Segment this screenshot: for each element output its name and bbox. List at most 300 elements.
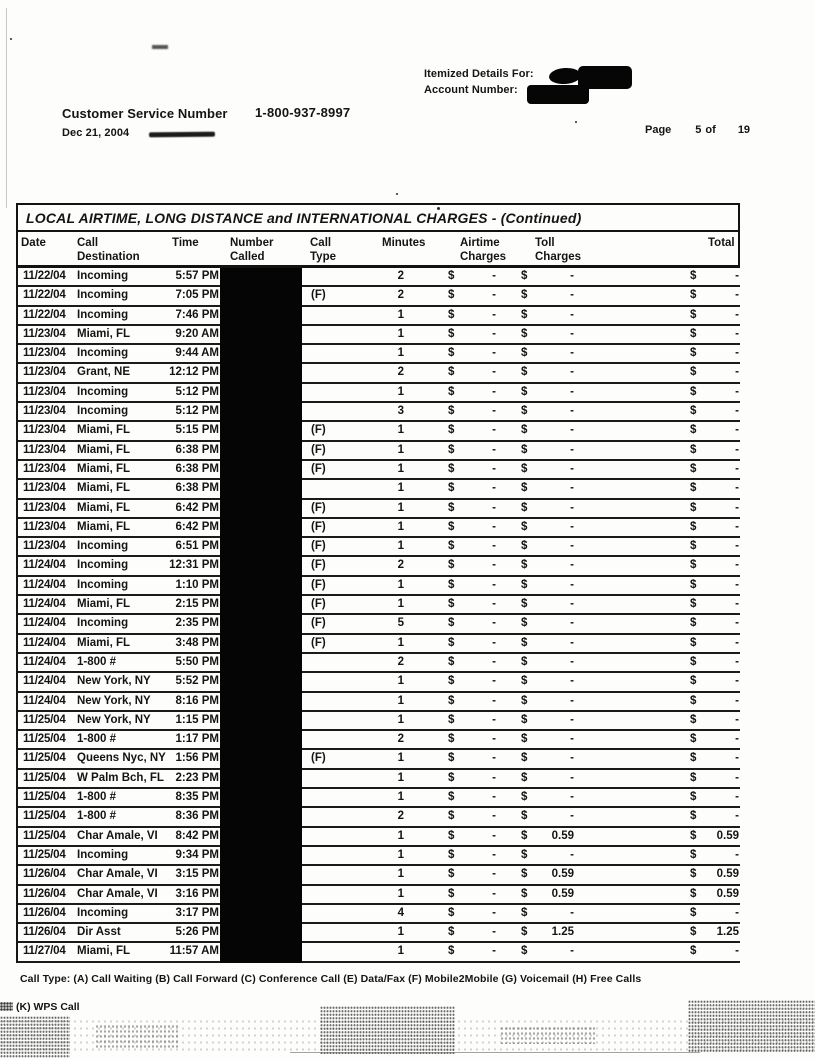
cell-minutes: 2 [397,733,404,746]
cell-time: 5:57 PM [175,270,219,282]
dollar-sign: $ [690,771,697,784]
cell-airtime-charges: $ - [406,731,502,748]
cell-spacer [580,770,684,787]
dollar-sign: $ [448,405,455,418]
call-row [18,557,740,576]
cell-time: 6:51 PM [175,540,219,553]
dollar-sign: $ [690,617,697,630]
cell-minutes: 4 [397,906,404,919]
table-title [16,203,740,232]
cell-total: $ - [684,326,742,343]
cell-airtime-charges: $ - [406,596,502,613]
cell-spacer [580,403,684,420]
dollar-sign: $ [690,713,697,726]
dollar-sign: $ [690,424,697,437]
call-row [18,345,740,364]
dollar-sign: $ [448,482,455,495]
cell-call-type [304,384,362,401]
cell-date: 11/23/04 [23,443,66,456]
cell-minutes: 1 [397,694,404,707]
cell-minutes: 1 [397,829,404,842]
dollar-sign: $ [448,598,455,611]
cell-time: 6:38 PM [175,482,219,495]
cell-total: $ - [684,596,742,613]
cell-spacer [580,808,684,825]
cell-destination: Char Amale, VI [77,829,158,842]
cell-date: 11/25/04 [23,713,66,726]
cell-toll-charges: $ - [502,577,580,594]
cell-destination: Queens Nyc, NY [77,752,166,765]
dollar-sign: $ [521,791,528,804]
dollar-sign: $ [521,655,528,668]
call-row [18,500,740,519]
cell-airtime-charges: $ - [406,422,502,439]
customer-service-label: Customer Service Number [62,106,228,121]
dollar-sign: $ [690,520,697,533]
dollar-sign: $ [690,270,697,282]
cell-toll-charges: $ - [502,403,580,420]
cell-airtime-charges: $ - [406,442,502,459]
cell-total: $ - [684,364,742,381]
dollar-sign: $ [690,906,697,919]
cell-toll-charges: $ - [502,635,580,652]
dollar-sign: $ [521,308,528,321]
dollar-sign: $ [521,617,528,630]
dollar-sign: $ [448,733,455,746]
cell-call-type: (F) [311,289,326,302]
call-row [18,364,740,383]
call-row [18,712,740,731]
cell-minutes: 1 [397,327,404,340]
cell-minutes: 1 [397,752,404,765]
cell-toll-charges: $ - [502,422,580,439]
dollar-sign: $ [690,868,697,881]
cell-airtime-charges: $ - [406,577,502,594]
cell-spacer [580,442,684,459]
dollar-sign: $ [448,617,455,630]
cell-total: $ - [684,693,742,710]
cell-time: 6:42 PM [175,501,219,514]
wps-call-legend: (K) WPS Call [16,1001,80,1013]
scan-line-artifact [290,1052,700,1053]
cell-time: 3:16 PM [175,887,219,900]
cell-date: 11/23/04 [23,501,66,514]
cell-time: 8:36 PM [175,810,219,823]
dollar-sign: $ [690,926,697,939]
cell-airtime-charges: $ - [406,828,502,845]
cell-date: 11/23/04 [23,327,66,340]
cell-destination: 1-800 # [77,655,117,668]
dollar-sign: $ [521,906,528,919]
cell-destination: Incoming [77,540,129,553]
cell-total: $ - [684,731,742,748]
call-row [18,673,740,692]
dollar-sign: $ [448,559,455,572]
cell-call-type [304,924,362,941]
call-row [18,635,740,654]
dollar-sign: $ [448,520,455,533]
cell-call-type: (F) [311,443,326,456]
cell-spacer [580,500,684,517]
cell-minutes: 2 [397,559,404,572]
cell-minutes: 1 [397,462,404,475]
dollar-sign: $ [521,887,528,900]
cell-toll-charges: $ - [502,712,580,729]
cell-time: 9:20 AM [175,327,219,340]
cell-spacer [580,364,684,381]
cell-spacer [580,268,684,285]
cell-time: 8:42 PM [175,829,219,842]
cell-minutes: 1 [397,482,404,495]
cell-time: 12:12 PM [169,366,219,379]
call-row [18,789,740,808]
dollar-sign: $ [690,482,697,495]
dollar-sign: $ [448,289,455,302]
cell-date: 11/25/04 [23,771,66,784]
cell-time: 2:15 PM [175,598,219,611]
dollar-sign: $ [690,752,697,765]
cell-call-type [304,712,362,729]
cell-destination: New York, NY [77,694,151,707]
dollar-sign: $ [448,655,455,668]
cell-date: 11/23/04 [23,405,66,418]
cell-date: 11/23/04 [23,462,66,475]
cell-total: $ - [684,500,742,517]
cell-call-type [304,326,362,343]
dollar-sign: $ [448,887,455,900]
dollar-sign: $ [448,578,455,591]
cell-date: 11/27/04 [23,945,66,958]
cell-spacer [580,596,684,613]
cell-airtime-charges: $ - [406,808,502,825]
call-row [18,403,740,422]
cell-call-type [304,828,362,845]
call-row [18,847,740,866]
cell-time: 11:57 AM [169,945,219,958]
dollar-sign: $ [690,462,697,475]
page-of-label: of [705,124,716,136]
cell-minutes: 2 [397,655,404,668]
cell-total: $ - [684,750,742,767]
call-type-legend: Call Type: (A) Call Waiting (B) Call Forward (C) Conference Call (E) Data/Fax (F) Mobile2Mobile (G) Voicemail (H) Free Calls [20,973,642,985]
call-row [18,886,740,905]
cell-minutes: 1 [397,501,404,514]
cell-destination: New York, NY [77,713,151,726]
cell-date: 11/25/04 [23,848,66,861]
cell-minutes: 1 [397,636,404,649]
col-header-toll-charges: Toll Charges [535,237,582,263]
scan-smudge [0,1002,13,1011]
cell-time: 1:15 PM [175,713,219,726]
cell-minutes: 5 [397,617,404,630]
dollar-sign: $ [521,270,528,282]
dollar-sign: $ [690,405,697,418]
cell-time: 3:17 PM [175,906,219,919]
call-row [18,307,740,326]
cell-date: 11/24/04 [23,655,66,668]
page-total: 19 [737,124,751,136]
call-row [18,924,740,943]
cell-minutes: 1 [397,887,404,900]
dollar-sign: $ [521,424,528,437]
cell-date: 11/22/04 [23,289,66,302]
cell-spacer [580,307,684,324]
scan-speck [10,38,12,40]
call-row [18,480,740,499]
cell-minutes: 1 [397,347,404,360]
cell-toll-charges: $ - [502,364,580,381]
cell-call-type [304,789,362,806]
call-row [18,770,740,789]
cell-total: $ - [684,770,742,787]
cell-toll-charges: $ - [502,287,580,304]
cell-spacer [580,673,684,690]
dollar-sign: $ [521,733,528,746]
dollar-sign: $ [521,810,528,823]
dollar-sign: $ [448,791,455,804]
cell-destination: Incoming [77,559,129,572]
itemized-details-label: Itemized Details For: [424,68,534,80]
cell-call-type [304,886,362,903]
call-row [18,268,740,287]
dollar-sign: $ [521,771,528,784]
dollar-sign: $ [448,636,455,649]
cell-time: 5:26 PM [175,926,219,939]
cell-destination: Incoming [77,289,129,302]
cell-time: 8:35 PM [175,791,219,804]
cell-call-type [304,268,362,285]
cell-spacer [580,731,684,748]
cell-destination: Incoming [77,347,129,360]
call-row [18,461,740,480]
dollar-sign: $ [690,308,697,321]
cell-minutes: 1 [397,443,404,456]
cell-airtime-charges: $ - [406,519,502,536]
dollar-sign: $ [521,443,528,456]
col-header-call-type: Call Type [310,237,336,263]
cell-time: 6:38 PM [175,462,219,475]
cell-destination: Incoming [77,848,129,861]
col-header-total: Total [708,237,735,249]
cell-total: $ - [684,403,742,420]
cell-toll-charges: $ 0.59 [502,866,580,883]
cell-date: 11/25/04 [23,829,66,842]
cell-total: $ - [684,268,742,285]
dollar-sign: $ [690,559,697,572]
cell-date: 11/26/04 [23,887,66,900]
cell-total: $ - [684,789,742,806]
call-row [18,828,740,847]
cell-total: $ - [684,905,742,922]
cell-call-type: (F) [311,501,326,514]
cell-total: $ - [684,307,742,324]
scan-noise-cluster [500,1026,595,1044]
cell-minutes: 1 [397,945,404,958]
cell-date: 11/24/04 [23,578,66,591]
dollar-sign: $ [521,578,528,591]
cell-spacer [580,480,684,497]
cell-date: 11/24/04 [23,675,66,688]
cell-spacer [580,635,684,652]
cell-total: $ - [684,712,742,729]
col-header-airtime-charges: Airtime Charges [460,237,507,263]
scan-smudge [152,45,168,49]
col-header-date: Date [21,237,46,249]
call-row [18,442,740,461]
dollar-sign: $ [521,636,528,649]
cell-minutes: 3 [397,405,404,418]
dollar-sign: $ [521,868,528,881]
cell-toll-charges: $ - [502,538,580,555]
cell-destination: Incoming [77,270,129,282]
cell-time: 12:31 PM [169,559,219,572]
cell-destination: Miami, FL [77,598,131,611]
cell-call-type [304,847,362,864]
cell-toll-charges: $ - [502,596,580,613]
cell-date: 11/26/04 [23,868,66,881]
scan-noise-cluster [95,1024,180,1050]
call-row [18,905,740,924]
cell-date: 11/23/04 [23,385,66,398]
dollar-sign: $ [448,868,455,881]
dollar-sign: $ [690,733,697,746]
cell-destination: 1-800 # [77,810,117,823]
call-row [18,422,740,441]
cell-airtime-charges: $ - [406,403,502,420]
cell-spacer [580,905,684,922]
cell-destination: Miami, FL [77,482,131,495]
scan-edge-artifact [6,8,7,208]
dollar-sign: $ [448,347,455,360]
cell-spacer [580,422,684,439]
cell-date: 11/24/04 [23,617,66,630]
cell-spacer [580,384,684,401]
table-title-text: LOCAL AIRTIME, LONG DISTANCE and INTERNATIONAL CHARGES - (Continued) [26,209,582,226]
cell-call-type [304,770,362,787]
cell-total: $ - [684,673,742,690]
cell-call-type [304,364,362,381]
cell-destination: Miami, FL [77,462,131,475]
cell-airtime-charges: $ - [406,866,502,883]
cell-minutes: 1 [397,520,404,533]
cell-destination: Incoming [77,578,129,591]
cell-call-type [304,403,362,420]
cell-toll-charges: $ - [502,943,580,960]
cell-airtime-charges: $ - [406,287,502,304]
cell-spacer [580,750,684,767]
cell-toll-charges: $ - [502,345,580,362]
cell-airtime-charges: $ - [406,673,502,690]
cell-call-type: (F) [311,462,326,475]
dollar-sign: $ [521,848,528,861]
cell-toll-charges: $ - [502,326,580,343]
cell-minutes: 1 [397,308,404,321]
cell-time: 5:15 PM [175,424,219,437]
dollar-sign: $ [690,443,697,456]
cell-airtime-charges: $ - [406,557,502,574]
dollar-sign: $ [521,752,528,765]
page-label: Page [645,124,672,136]
cell-minutes: 1 [397,713,404,726]
cell-total: $ - [684,480,742,497]
cell-spacer [580,577,684,594]
cell-toll-charges: $ - [502,905,580,922]
cell-minutes: 2 [397,270,404,282]
cell-destination: Miami, FL [77,520,131,533]
dollar-sign: $ [448,540,455,553]
dollar-sign: $ [521,462,528,475]
cell-total: $ - [684,538,742,555]
cell-spacer [580,538,684,555]
cell-date: 11/25/04 [23,810,66,823]
cell-date: 11/25/04 [23,791,66,804]
cell-toll-charges: $ - [502,442,580,459]
dollar-sign: $ [690,578,697,591]
cell-airtime-charges: $ - [406,384,502,401]
cell-toll-charges: $ - [502,268,580,285]
cell-time: 7:05 PM [175,289,219,302]
cell-minutes: 1 [397,926,404,939]
table-body [16,268,740,963]
cell-toll-charges: $ - [502,384,580,401]
redaction-account-number [527,85,589,104]
dollar-sign: $ [521,501,528,514]
cell-total: $ 1.25 [684,924,742,941]
call-row [18,596,740,615]
dollar-sign: $ [448,713,455,726]
cell-call-type [304,693,362,710]
cell-destination: Miami, FL [77,443,131,456]
cell-total: $ - [684,577,742,594]
cell-spacer [580,712,684,729]
cell-call-type: (F) [311,520,326,533]
dollar-sign: $ [521,945,528,958]
col-header-number-called: Number Called [230,237,274,263]
cell-minutes: 1 [397,578,404,591]
customer-service-number: 1-800-937-8997 [255,105,351,120]
cell-call-type: (F) [311,578,326,591]
call-row [18,808,740,827]
cell-call-type [304,480,362,497]
cell-total: $ - [684,847,742,864]
cell-date: 11/25/04 [23,733,66,746]
cell-time: 9:34 PM [175,848,219,861]
call-row [18,384,740,403]
dollar-sign: $ [521,559,528,572]
dollar-sign: $ [448,810,455,823]
cell-airtime-charges: $ - [406,693,502,710]
dollar-sign: $ [690,385,697,398]
dollar-sign: $ [521,385,528,398]
cell-date: 11/23/04 [23,347,66,360]
cell-time: 6:42 PM [175,520,219,533]
charges-table [16,203,740,963]
call-row [18,654,740,673]
cell-toll-charges: $ - [502,789,580,806]
cell-toll-charges: $ - [502,500,580,517]
dollar-sign: $ [521,713,528,726]
cell-call-type: (F) [311,598,326,611]
cell-call-type: (F) [311,424,326,437]
cell-spacer [580,461,684,478]
cell-destination: Miami, FL [77,424,131,437]
cell-toll-charges: $ - [502,519,580,536]
dollar-sign: $ [690,655,697,668]
dollar-sign: $ [448,906,455,919]
cell-airtime-charges: $ - [406,345,502,362]
cell-call-type [304,808,362,825]
cell-time: 6:38 PM [175,443,219,456]
